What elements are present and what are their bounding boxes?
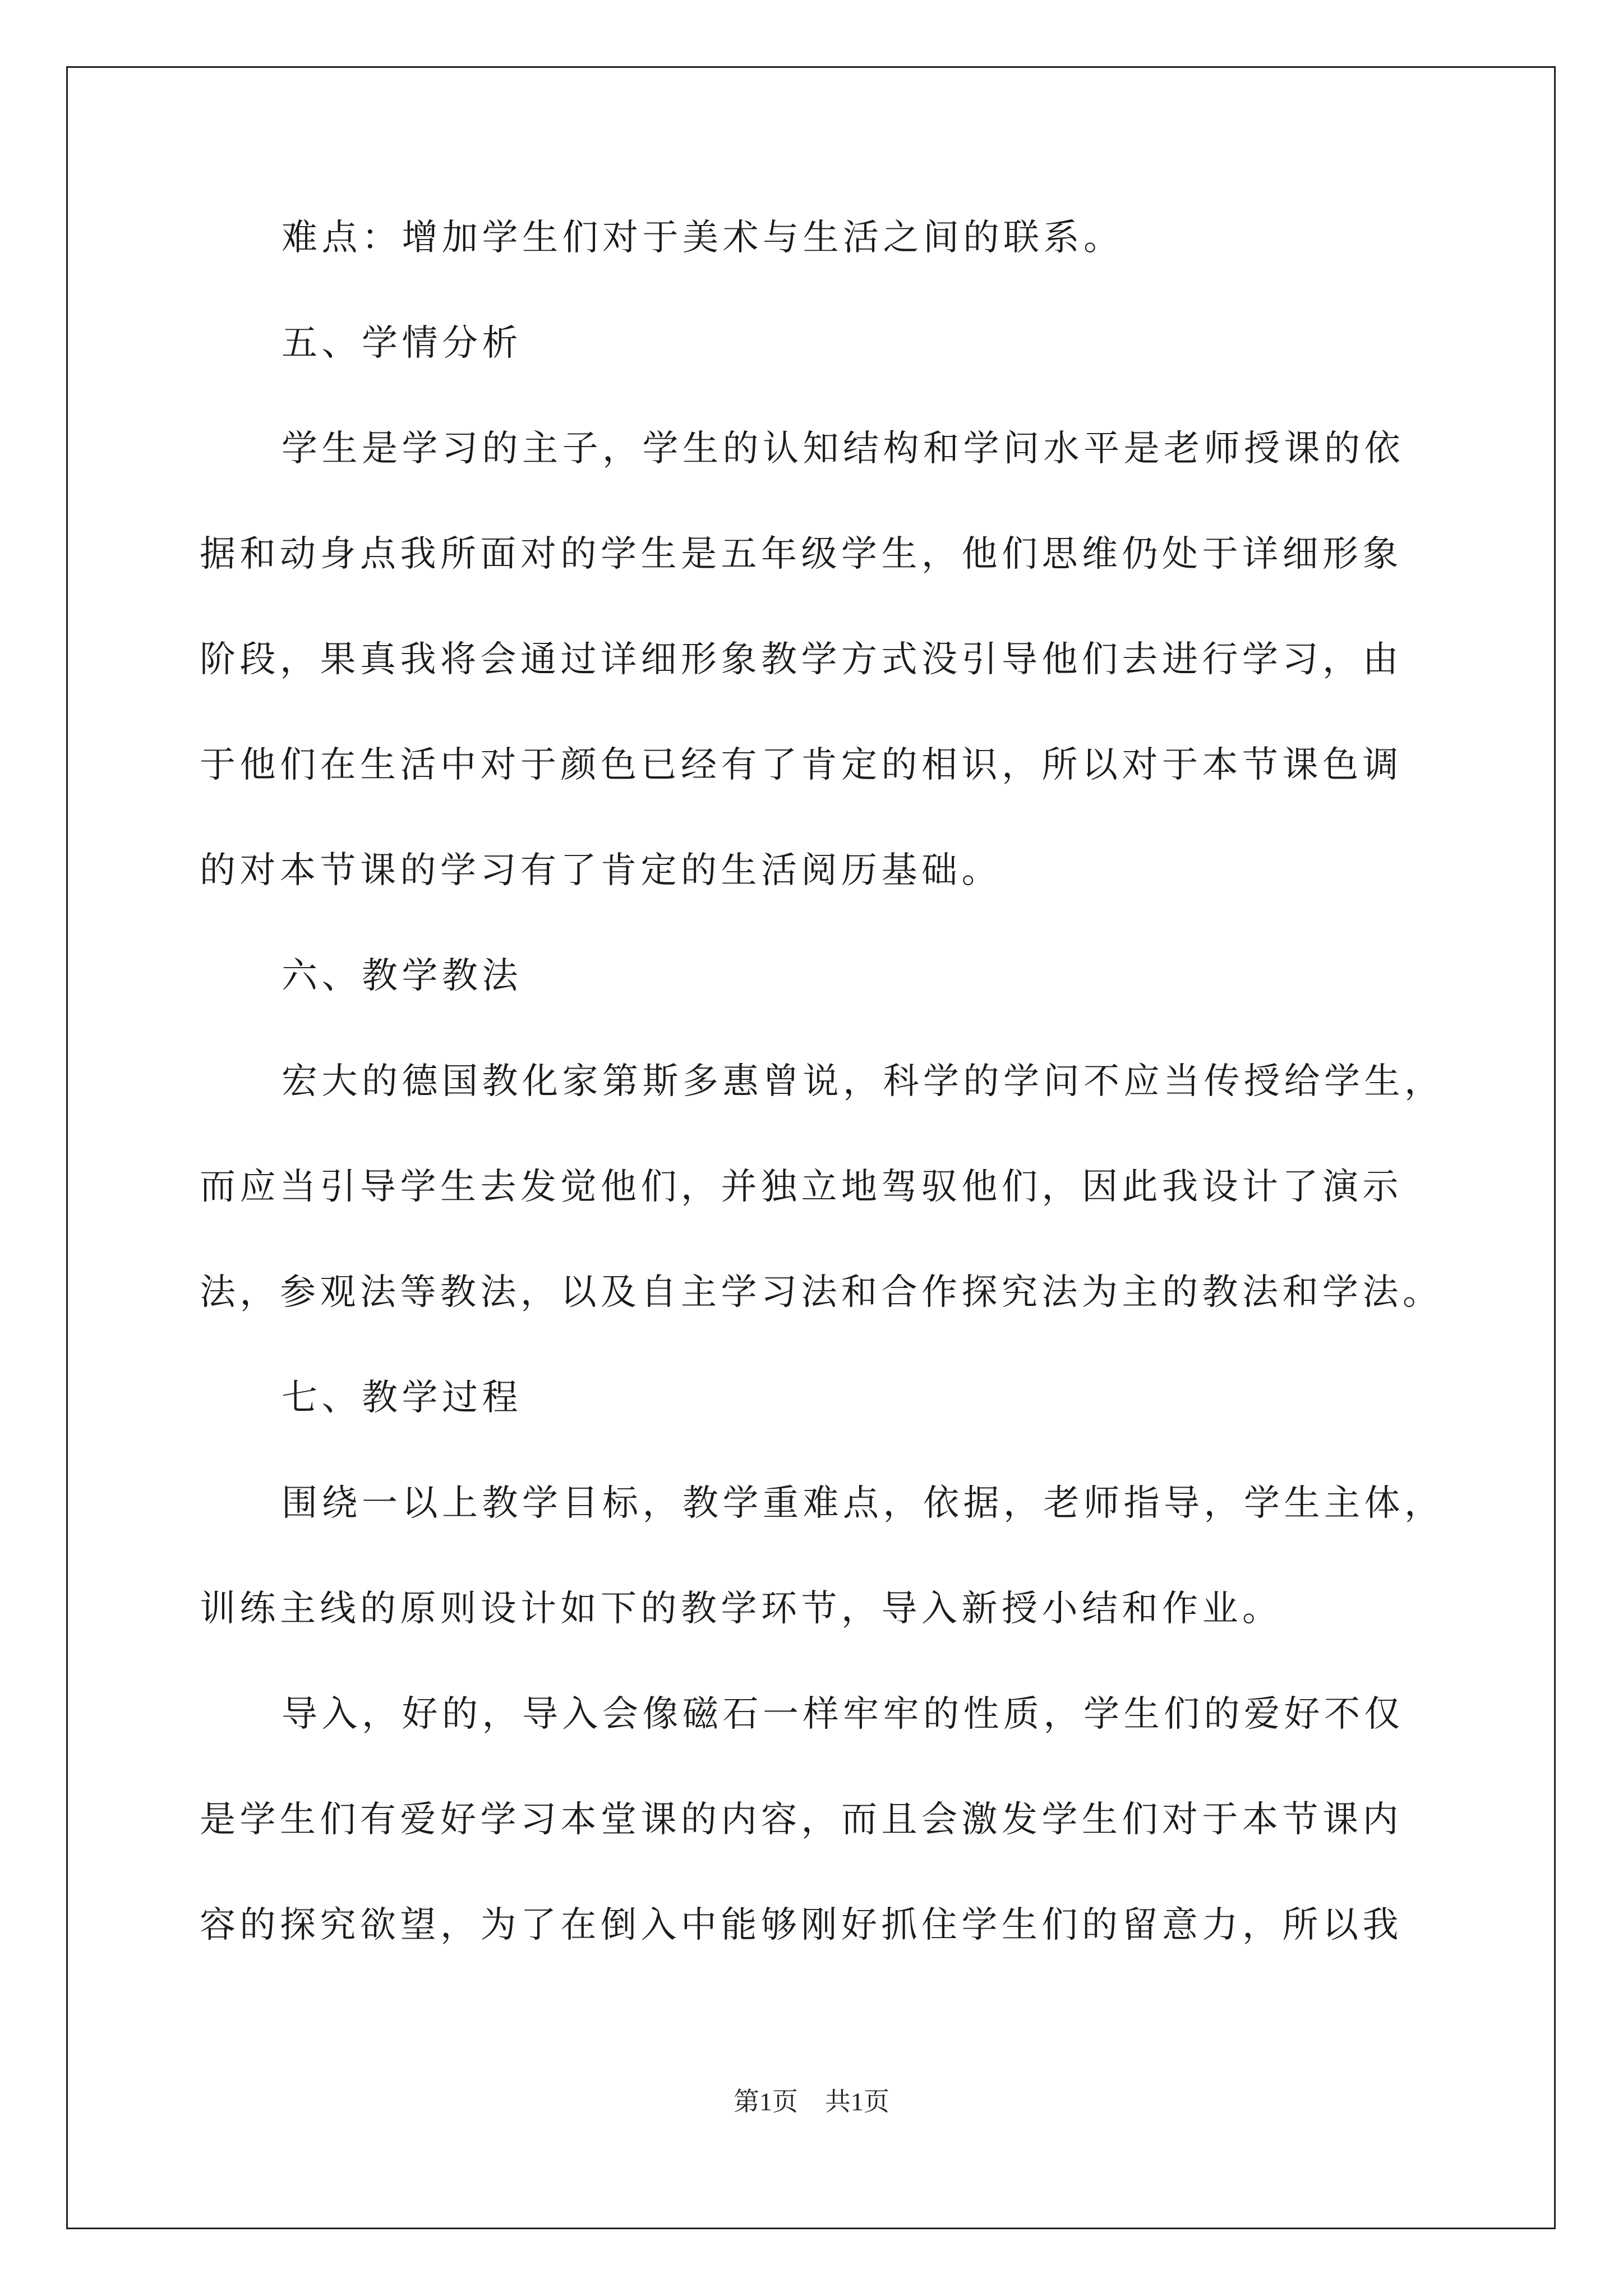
paragraph-line: 据和动身点我所面对的学生是五年级学生，他们思维仍处于详细形象 bbox=[200, 533, 1403, 575]
paragraph-line: 学生是学习的主子，学生的认知结构和学问水平是老师授课的依 bbox=[282, 428, 1404, 470]
paragraph-line: 围绕一以上教学目标，教学重难点，依据，老师指导，学生主体， bbox=[282, 1483, 1445, 1524]
section-heading-student-analysis: 五、学情分析 bbox=[282, 323, 522, 364]
paragraph-line: 而应当引导学生去发觉他们，并独立地驾驭他们，因此我设计了演示 bbox=[200, 1166, 1403, 1208]
section-heading-teaching-process: 七、教学过程 bbox=[282, 1377, 522, 1419]
paragraph-line: 导入，好的，导入会像磁石一样牢牢的性质，学生们的爱好不仅 bbox=[282, 1694, 1404, 1735]
section-heading-teaching-methods: 六、教学教法 bbox=[282, 955, 522, 997]
page-footer bbox=[0, 2088, 1623, 2116]
paragraph-line: 训练主线的原则设计如下的教学环节，导入新授小结和作业。 bbox=[200, 1588, 1283, 1630]
paragraph-line: 的对本节课的学习有了肯定的生活阅历基础。 bbox=[200, 850, 1002, 891]
paragraph-line: 阶段，果真我将会通过详细形象教学方式没引导他们去进行学习，由 bbox=[200, 639, 1403, 680]
page-number: 第1页 bbox=[734, 2087, 798, 2116]
page-total: 共1页 bbox=[825, 2087, 889, 2116]
paragraph-line: 宏大的德国教化家第斯多惠曾说，科学的学问不应当传授给学生， bbox=[282, 1061, 1445, 1102]
paragraph-line: 于他们在生活中对于颜色已经有了肯定的相识，所以对于本节课色调 bbox=[200, 744, 1403, 786]
paragraph-line: 是学生们有爱好学习本堂课的内容，而且会激发学生们对于本节课内 bbox=[200, 1799, 1403, 1841]
paragraph-line: 容的探究欲望，为了在倒入中能够刚好抓住学生们的留意力，所以我 bbox=[200, 1904, 1403, 1946]
difficulty-paragraph: 难点：增加学生们对于美术与生活之间的联系。 bbox=[282, 217, 1124, 259]
paragraph-line: 法，参观法等教法，以及自主学习法和合作探究法为主的教法和学法。 bbox=[200, 1272, 1443, 1313]
